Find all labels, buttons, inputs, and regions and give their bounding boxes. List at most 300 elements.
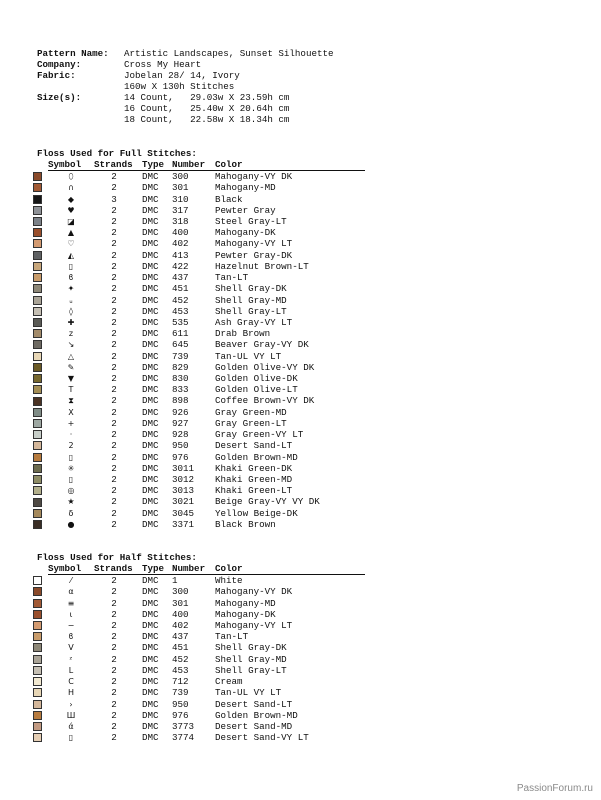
floss-symbol: · [69,430,73,440]
floss-strands: 2 [111,586,117,598]
floss-type: DMC [142,709,159,721]
floss-type: DMC [142,361,159,373]
color-column-header: Color [215,159,365,171]
floss-color-name: White [215,575,243,587]
floss-number: 422 [172,260,189,272]
floss-number: 535 [172,316,189,328]
floss-color-name: Pewter Gray [215,204,276,216]
floss-row [33,306,365,317]
floss-type: DMC [142,294,159,306]
floss-row [33,665,365,676]
floss-strands: 2 [111,328,117,340]
half-stitches-table [33,563,365,743]
floss-type: DMC [142,687,159,699]
color-swatch [33,441,42,450]
floss-symbol: ▯ [68,733,74,743]
floss-strands: 2 [111,608,117,620]
floss-strands: 2 [111,283,117,295]
floss-strands: 2 [111,238,117,250]
floss-color-name: Gray Green-MD [215,406,287,418]
floss-strands: 2 [111,305,117,317]
floss-type: DMC [142,395,159,407]
floss-number: 437 [172,272,189,284]
floss-symbol: V [68,643,74,653]
floss-number: 3011 [172,462,195,474]
color-swatch [33,632,42,641]
floss-symbol: ✳ [67,463,75,473]
floss-strands: 3 [111,193,117,205]
floss-strands: 2 [111,215,117,227]
floss-type: DMC [142,193,159,205]
floss-row [33,429,365,440]
floss-color-name: Coffee Brown-VY DK [215,395,315,407]
floss-type: DMC [142,451,159,463]
floss-row [33,227,365,238]
floss-symbol: ◆ [67,194,75,204]
color-swatch [33,587,42,596]
floss-color-name: Khaki Green-LT [215,485,293,497]
floss-type: DMC [142,586,159,598]
floss-number: 926 [172,406,189,418]
floss-color-name: Cream [215,676,243,688]
floss-strands: 2 [111,373,117,385]
floss-number: 950 [172,440,189,452]
floss-type: DMC [142,642,159,654]
floss-color-name: Yellow Beige-DK [215,507,298,519]
floss-color-name: Steel Gray-LT [215,215,287,227]
color-swatch [33,486,42,495]
floss-symbol: C [68,677,74,687]
type-column-header: Type [134,159,172,171]
floss-number: 451 [172,642,189,654]
floss-strands: 2 [111,171,117,183]
symbol-column-header: Symbol [48,159,94,171]
floss-number: 3012 [172,474,195,486]
floss-symbol: ⬯ [68,172,74,182]
floss-number: 451 [172,283,189,295]
floss-symbol: ◪ [67,216,75,226]
floss-row [33,451,365,462]
floss-color-name: Black [215,193,243,205]
floss-strands: 2 [111,227,117,239]
floss-strands: 2 [111,653,117,665]
floss-number: 452 [172,294,189,306]
floss-number: 898 [172,395,189,407]
color-swatch [33,352,42,361]
floss-color-name: Mahogany-MD [215,597,276,609]
header-label [37,103,124,114]
floss-row [33,440,365,451]
floss-symbol: ✚ [67,317,75,327]
floss-type: DMC [142,664,159,676]
floss-row [33,597,365,608]
floss-type: DMC [142,496,159,508]
floss-color-name: Mahogany-MD [215,182,276,194]
color-swatch [33,273,42,282]
floss-strands: 2 [111,395,117,407]
header-row [37,48,334,59]
floss-symbol: ▼ [67,374,75,384]
floss-color-name: Shell Gray-DK [215,642,287,654]
strands-column-header: Strands [94,159,133,170]
floss-row [33,620,365,631]
floss-number: 712 [172,676,189,688]
floss-symbol: ↘ [67,340,75,350]
half-stitches-title: Floss Used for Half Stitches: [37,552,197,563]
floss-number: 976 [172,451,189,463]
floss-row [33,395,365,406]
floss-strands: 2 [111,440,117,452]
floss-type: DMC [142,316,159,328]
floss-strands: 2 [111,518,117,530]
floss-symbol: δ [68,508,74,518]
color-swatch [33,677,42,686]
color-swatch [33,251,42,260]
floss-symbol: Ш [66,710,76,720]
floss-type: DMC [142,518,159,530]
floss-color-name: Mahogany-VY DK [215,586,293,598]
floss-color-name: Tan-LT [215,272,249,284]
strands-column-header: Strands [94,563,133,574]
floss-row [33,586,365,597]
floss-number: 829 [172,361,189,373]
floss-number: 739 [172,350,189,362]
floss-row [33,631,365,642]
floss-type: DMC [142,182,159,194]
floss-type: DMC [142,350,159,362]
floss-symbol: ◊ [69,306,73,316]
color-column-header: Color [215,563,365,575]
floss-color-name: Mahogany-VY LT [215,238,293,250]
floss-symbol: ◎ [67,486,75,496]
floss-color-name: Tan-UL VY LT [215,350,282,362]
floss-symbol: ≡ [67,598,75,608]
color-swatch [33,239,42,248]
color-swatch [33,464,42,473]
floss-number: 402 [172,238,189,250]
floss-row [33,294,365,305]
header-row [37,114,334,125]
floss-type: DMC [142,305,159,317]
floss-number: 400 [172,608,189,620]
floss-strands: 2 [111,642,117,654]
floss-number: 300 [172,586,189,598]
floss-type: DMC [142,227,159,239]
floss-row [33,642,365,653]
floss-type: DMC [142,429,159,441]
color-swatch [33,296,42,305]
floss-strands: 2 [111,429,117,441]
floss-type: DMC [142,249,159,261]
floss-color-name: Mahogany-VY LT [215,619,293,631]
header-value: 14 Count, 29.03w X 23.59h cm [124,92,290,103]
floss-number: 453 [172,664,189,676]
floss-symbol: ♥ [67,205,75,215]
floss-strands: 2 [111,249,117,261]
color-swatch [33,284,42,293]
floss-strands: 2 [111,272,117,284]
floss-number: 3773 [172,720,195,732]
floss-row [33,272,365,283]
floss-color-name: Gray Green-VY LT [215,429,304,441]
floss-row [33,418,365,429]
floss-color-name: Desert Sand-VY LT [215,732,309,744]
floss-color-name: Mahogany-VY DK [215,171,293,183]
floss-type: DMC [142,339,159,351]
floss-number: 300 [172,171,189,183]
watermark: PassionForum.ru [516,783,593,794]
floss-strands: 2 [111,597,117,609]
floss-color-name: Beaver Gray-VY DK [215,339,309,351]
floss-color-name: Golden Brown-MD [215,451,298,463]
number-column-header: Number [172,159,215,171]
floss-number: 400 [172,227,189,239]
floss-symbol: X [68,407,74,417]
floss-color-name: Pewter Gray-DK [215,249,293,261]
floss-strands: 2 [111,664,117,676]
color-swatch [33,374,42,383]
floss-color-name: Golden Olive-LT [215,384,298,396]
color-swatch [33,733,42,742]
floss-symbol: H [67,688,74,698]
type-column-header: Type [134,563,172,575]
color-swatch [33,520,42,529]
floss-row [33,575,365,587]
floss-number: 739 [172,687,189,699]
floss-strands: 2 [111,406,117,418]
floss-symbol: ♡ [67,239,75,249]
floss-color-name: Shell Gray-LT [215,305,287,317]
floss-type: DMC [142,507,159,519]
floss-row [33,654,365,665]
floss-strands: 2 [111,474,117,486]
floss-symbol: α [68,587,74,597]
floss-number: 317 [172,204,189,216]
floss-type: DMC [142,373,159,385]
header-row [37,103,334,114]
floss-color-name: Shell Gray-MD [215,294,287,306]
floss-strands: 2 [111,698,117,710]
floss-type: DMC [142,575,159,587]
floss-strands: 2 [111,619,117,631]
floss-strands: 2 [111,204,117,216]
floss-symbol: z [68,329,74,339]
floss-color-name: Gray Green-LT [215,417,287,429]
floss-color-name: Khaki Green-MD [215,474,293,486]
floss-number: 3013 [172,485,195,497]
color-swatch [33,666,42,675]
floss-number: 927 [172,417,189,429]
floss-number: 928 [172,429,189,441]
floss-symbol: 2 [68,441,74,451]
floss-number: 318 [172,215,189,227]
color-swatch [33,363,42,372]
floss-number: 3045 [172,507,195,519]
full-stitches-table [33,159,365,530]
header-label: Company: [37,59,82,70]
color-swatch [33,217,42,226]
floss-type: DMC [142,732,159,744]
floss-number: 452 [172,653,189,665]
floss-symbol: ▯ [68,452,74,462]
color-swatch [33,498,42,507]
color-swatch [33,172,42,181]
floss-type: DMC [142,272,159,284]
floss-number: 413 [172,249,189,261]
floss-color-name: Tan-UL VY LT [215,687,282,699]
floss-symbol: ▲ [67,228,75,238]
floss-number: 645 [172,339,189,351]
floss-number: 833 [172,384,189,396]
color-swatch [33,183,42,192]
floss-row [33,182,365,193]
floss-type: DMC [142,597,159,609]
floss-row [33,328,365,339]
number-column-header: Number [172,563,215,575]
color-swatch [33,576,42,585]
floss-symbol: ✎ [67,362,75,372]
floss-row [33,171,365,183]
floss-color-name: Desert Sand-MD [215,720,293,732]
floss-color-name: Ash Gray-VY LT [215,316,293,328]
color-swatch [33,430,42,439]
floss-strands: 2 [111,507,117,519]
floss-strands: 2 [111,350,117,362]
floss-strands: 2 [111,575,117,587]
floss-color-name: Drab Brown [215,328,271,340]
floss-row [33,609,365,620]
floss-row [33,463,365,474]
floss-color-name: Beige Gray-VY VY DK [215,496,320,508]
floss-color-name: Golden Olive-VY DK [215,361,315,373]
floss-type: DMC [142,238,159,250]
color-swatch [33,711,42,720]
header-row [37,92,334,103]
floss-symbol: ★ [67,497,75,507]
color-swatch [33,655,42,664]
floss-number: 3371 [172,518,195,530]
floss-strands: 2 [111,451,117,463]
floss-color-name: Shell Gray-MD [215,653,287,665]
floss-type: DMC [142,406,159,418]
floss-row [33,362,365,373]
floss-row [33,732,365,743]
floss-symbol: ϐ [68,273,74,283]
color-swatch [33,228,42,237]
floss-number: 830 [172,373,189,385]
floss-strands: 2 [111,732,117,744]
color-swatch [33,700,42,709]
floss-color-name: Golden Olive-DK [215,373,298,385]
floss-color-name: Tan-LT [215,631,249,643]
floss-row [33,205,365,216]
floss-number: 437 [172,631,189,643]
header-row [37,59,334,70]
floss-strands: 2 [111,384,117,396]
color-swatch [33,722,42,731]
floss-color-name: Black Brown [215,518,276,530]
color-swatch [33,206,42,215]
floss-row [33,351,365,362]
header-value: 18 Count, 22.58w X 18.34h cm [124,114,290,125]
floss-type: DMC [142,417,159,429]
floss-row [33,283,365,294]
floss-color-name: Mahogany-DK [215,227,276,239]
color-swatch [33,262,42,271]
floss-strands: 2 [111,676,117,688]
floss-strands: 2 [111,316,117,328]
color-swatch [33,643,42,652]
floss-symbol: ᵤ [69,295,73,305]
floss-symbol: △ [67,351,75,361]
floss-color-name: Desert Sand-LT [215,440,293,452]
floss-color-name: Shell Gray-DK [215,283,287,295]
floss-number: 3021 [172,496,195,508]
floss-row [33,710,365,721]
header-label: Pattern Name: [37,48,109,59]
floss-type: DMC [142,485,159,497]
header-row [37,81,334,92]
floss-number: 3774 [172,732,195,744]
floss-row [33,339,365,350]
floss-symbol: L [68,665,74,675]
half-stitches-header-row [33,563,365,575]
floss-type: DMC [142,204,159,216]
floss-symbol: ᶻ [69,654,73,664]
floss-type: DMC [142,283,159,295]
floss-color-name: Khaki Green-DK [215,462,293,474]
floss-symbol: ● [67,519,75,529]
header-value: Jobelan 28/ 14, Ivory [124,70,240,81]
color-swatch [33,688,42,697]
floss-type: DMC [142,619,159,631]
floss-symbol: ✦ [67,284,75,294]
floss-symbol: ά [68,721,74,731]
color-swatch [33,509,42,518]
floss-row [33,474,365,485]
floss-type: DMC [142,384,159,396]
floss-strands: 2 [111,687,117,699]
floss-type: DMC [142,676,159,688]
floss-symbol: + [67,418,75,428]
floss-number: 1 [172,575,178,587]
floss-type: DMC [142,260,159,272]
floss-row [33,238,365,249]
floss-row [33,261,365,272]
floss-symbol: ▯ [68,475,74,485]
floss-row [33,317,365,328]
floss-type: DMC [142,462,159,474]
floss-symbol: ⧗ [68,396,74,406]
floss-row [33,216,365,227]
floss-strands: 2 [111,631,117,643]
header-row [37,70,334,81]
pattern-header [37,48,334,125]
floss-row [33,407,365,418]
floss-symbol: ▯ [68,261,74,271]
color-swatch [33,397,42,406]
floss-row [33,519,365,530]
floss-number: 453 [172,305,189,317]
floss-color-name: Shell Gray-LT [215,664,287,676]
floss-row [33,721,365,732]
floss-type: DMC [142,215,159,227]
floss-strands: 2 [111,294,117,306]
color-swatch [33,610,42,619]
floss-row [33,508,365,519]
floss-row [33,698,365,709]
floss-number: 301 [172,182,189,194]
